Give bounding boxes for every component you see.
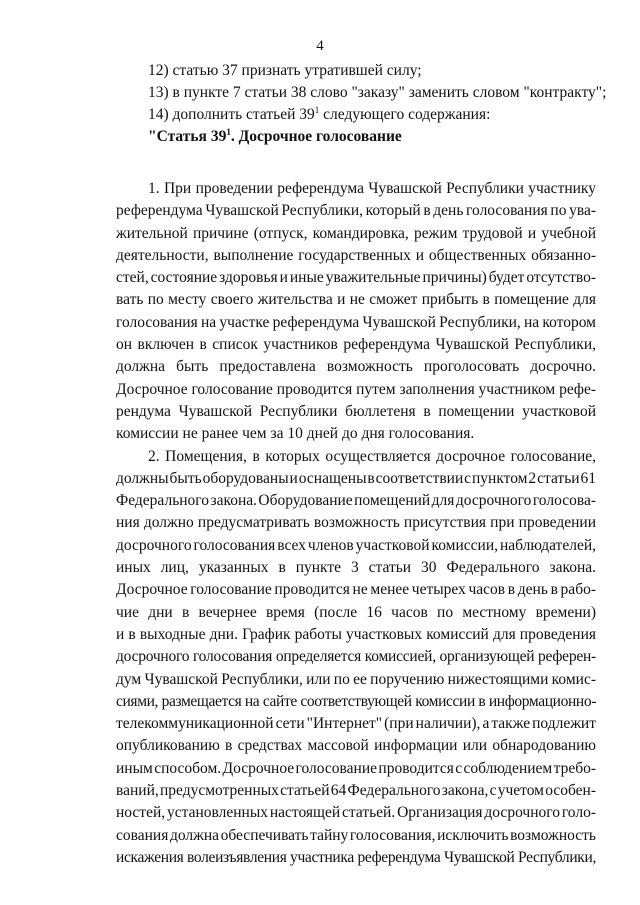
paragraph-line: должны быть оборудованы и оснащены в соответствии с пунктом 2 статьи 61 [116, 469, 596, 487]
paragraph-line: досрочного голосования всех членов участковой комиссии, наблюдателей, [116, 536, 596, 554]
paragraph-1 [116, 178, 596, 446]
paragraph-line: досрочного голосования определяется комиссией, организующей референ- [116, 648, 596, 666]
paragraph-line: дум Чувашской Республики, или по ее поручению нижестоящими комис- [116, 670, 596, 688]
amendment-item-13: 13) в пункте 7 статьи 38 слово "заказу" заменить словом "контракту"; [148, 84, 607, 101]
amendment-item-14-suffix: следующего содержания: [319, 106, 491, 123]
paragraph-line: вать по месту своего жительства и не сможет прибыть в помещение для [116, 291, 596, 309]
article-heading-title: . Досрочное голосование [230, 128, 402, 145]
amendments-list [148, 60, 608, 148]
amendment-item-14 [148, 104, 608, 126]
paragraph-line: референдума Чувашской Республики, который в день голосования по ува- [116, 202, 596, 220]
paragraph-line: должна быть предоставлена возможность проголосовать досрочно. [116, 358, 596, 376]
article-heading [148, 126, 608, 148]
paragraph-line: он включен в список участников референдума Чувашской Республики, [116, 336, 596, 354]
paragraph-line: жительной причине (отпуск, командировка, режим трудовой и учебной [116, 224, 596, 242]
paragraph-line: сования должна обеспечивать тайну голосования, исключить возможность [116, 826, 596, 844]
paragraph-line: стей, состояние здоровья и иные уважительные причины) будет отсутство- [116, 269, 596, 287]
paragraph-line: иных лиц, указанных в пункте 3 статьи 30 Федерального закона. [116, 559, 596, 577]
paragraph-line: чие дни в вечернее время (после 16 часов по местному времени) [116, 603, 596, 621]
paragraph-line: 2. Помещения, в которых осуществляется досрочное голосование, [148, 447, 596, 465]
paragraph-line: сиями, размещается на сайте соответствующей комиссии в информационно- [116, 692, 596, 710]
paragraph-line: ностей, установленных настоящей статьей. Организация досрочного голо- [116, 804, 596, 822]
amendment-item-12: 12) статью 37 признать утратившей силу; [148, 62, 422, 79]
paragraph-line: опубликованию в средствах массовой информации или обнародованию [116, 737, 596, 755]
amendment-item-14-superscript: 1 [314, 104, 320, 115]
paragraph-line: иным способом. Досрочное голосование проводится с соблюдением требо- [116, 759, 596, 777]
paragraph-line: рендума Чувашской Республики бюллетеня в помещении участковой [116, 402, 596, 420]
paragraph-line: деятельности, выполнение государственных и общественных обязанно- [116, 246, 596, 264]
paragraph-line: голосования на участке референдума Чувашской Республики, на котором [116, 313, 596, 331]
paragraph-line: и в выходные дни. График работы участковых комиссий для проведения [116, 625, 596, 643]
page-number: 4 [316, 38, 324, 54]
paragraph-line: комиссии не ранее чем за 10 дней до дня голосования. [116, 425, 475, 443]
paragraph-line: Досрочное голосование проводится не менее четырех часов в день в рабо- [116, 581, 596, 599]
paragraph-line: искажения волеизъявления участника референдума Чувашской Республики, [116, 848, 596, 866]
article-heading-prefix: "Статья 39 [148, 128, 227, 145]
amendment-item-14-text: 14) дополнить статьей 39 [148, 106, 315, 123]
paragraph-line: Досрочное голосование проводится путем заполнения участником рефе- [116, 380, 596, 398]
article-body [116, 178, 596, 869]
article-heading-superscript: 1 [226, 126, 231, 137]
paragraph-line: телекоммуникационной сети "Интернет" (при наличии), а также подлежит [116, 715, 596, 733]
paragraph-line: Федерального закона. Оборудование помещений для досрочного голосова- [116, 492, 596, 510]
paragraph-line: 1. При проведении референдума Чувашской Республики участнику [148, 180, 596, 197]
paragraph-line: ваний, предусмотренных статьей 64 Федерального закона, с учетом особен- [116, 782, 596, 800]
paragraph-2 [116, 446, 596, 870]
paragraph-line: ния должно предусматривать возможность присутствия при проведении [116, 514, 596, 532]
